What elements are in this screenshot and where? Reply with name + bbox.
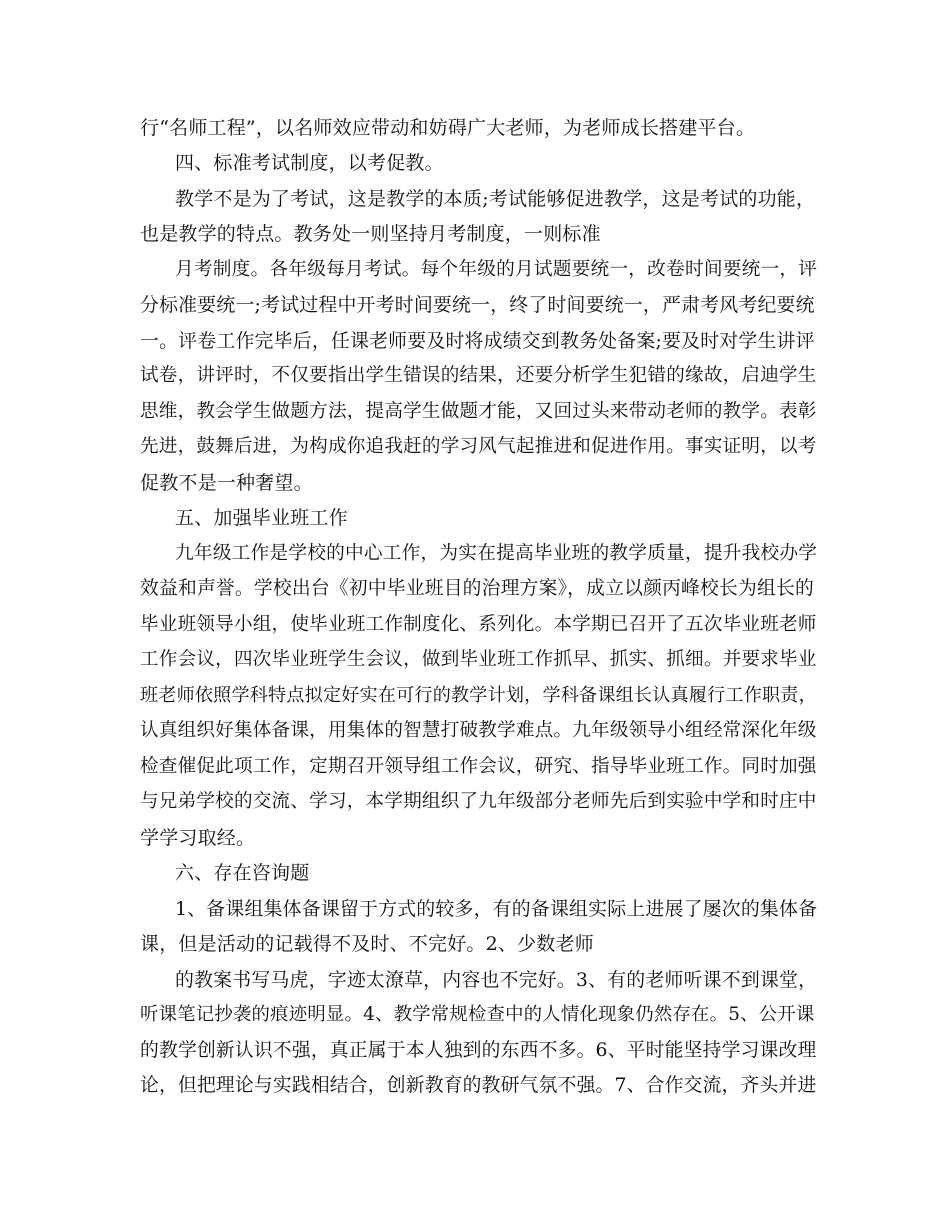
- text-line: 也是教学的特点。教务处一则坚持月考制度，一则标准: [140, 223, 601, 245]
- text-line: 行“名师工程”，以名师效应带动和妨碍广大老师，为老师成长搭建平台。: [140, 117, 756, 139]
- text-line: 分标准要统一;考试过程中开考时间要统一，终了时间要统一，严肃考风考纪要统: [140, 294, 815, 316]
- text-line: 试卷，讲评时，不仅要指出学生错误的结果，还要分析学生犯错的缘故，启迪学生: [140, 365, 817, 386]
- text-line: 思维，教会学生做题方法，提高学生做题才能，又回过头来带动老师的教学。表彰: [140, 401, 817, 422]
- text-line: 认真组织好集体备课，用集体的智慧打破教学难点。九年级领导小组经常深化年级: [140, 720, 817, 741]
- text-line: 工作会议，四次毕业班学生会议，做到毕业班工作抓早、抓实、抓细。并要求毕业: [140, 649, 817, 670]
- text-line: 促教不是一种奢望。: [140, 472, 313, 494]
- section-heading: 五、加强毕业班工作: [175, 507, 348, 529]
- text-line: 论，但把理论与实践相结合，创新教育的教研气氛不强。7、合作交流，齐头并进: [140, 1075, 817, 1096]
- section-heading: 四、标准考试制度，以考促教。: [175, 152, 444, 174]
- text-line: 先进，鼓舞后进，为构成你追我赶的学习风气起推进和促进作用。事实证明，以考: [140, 436, 817, 457]
- text-line: 班老师依照学科特点拟定好实在可行的教学计划，学科备课组长认真履行工作职责，: [140, 685, 817, 706]
- text-line: 听课笔记抄袭的痕迹明显。4、教学常规检查中的人情化现象仍然存在。5、公开课: [140, 1004, 815, 1025]
- text-line: 毕业班领导小组，使毕业班工作制度化、系列化。本学期已召开了五次毕业班老师: [140, 614, 817, 635]
- text-line: 教学不是为了考试，这是教学的本质;考试能够促进教学，这是考试的功能，: [175, 188, 816, 210]
- text-line: 九年级工作是学校的中心工作，为实在提高毕业班的教学质量，提升我校办学: [175, 543, 818, 564]
- text-line: 检查催促此项工作，定期召开领导组工作会议，研究、指导毕业班工作。同时加强: [140, 756, 817, 777]
- text-line: 的教学创新认识不强，真正属于本人独到的东西不多。6、平时能坚持学习课改理: [140, 1040, 817, 1061]
- section-heading: 六、存在咨询题: [175, 862, 310, 884]
- text-line: 月考制度。各年级每月考试。每个年级的月试题要统一，改卷时间要统一，评: [175, 259, 818, 280]
- text-line: 一。评卷工作完毕后，任课老师要及时将成绩交到教务处备案;要及时对学生讲评: [140, 330, 815, 352]
- text-line: 效益和声誉。学校出台《初中毕业班目的治理方案》，成立以颜丙峰校长为组长的: [140, 578, 814, 599]
- text-line: 学学习取经。: [140, 827, 256, 849]
- text-line: 与兄弟学校的交流、学习，本学期组织了九年级部分老师先后到实验中学和时庄中: [140, 791, 817, 812]
- text-line: 的教案书写马虎，字迹太潦草，内容也不完好。3、有的老师听课不到课堂，: [175, 969, 818, 991]
- text-line: 1、备课组集体备课留于方式的较多，有的备课组实际上进展了屡次的集体备: [175, 898, 818, 920]
- text-line: 课，但是活动的记载得不及时、不完好。2、少数老师: [140, 933, 594, 955]
